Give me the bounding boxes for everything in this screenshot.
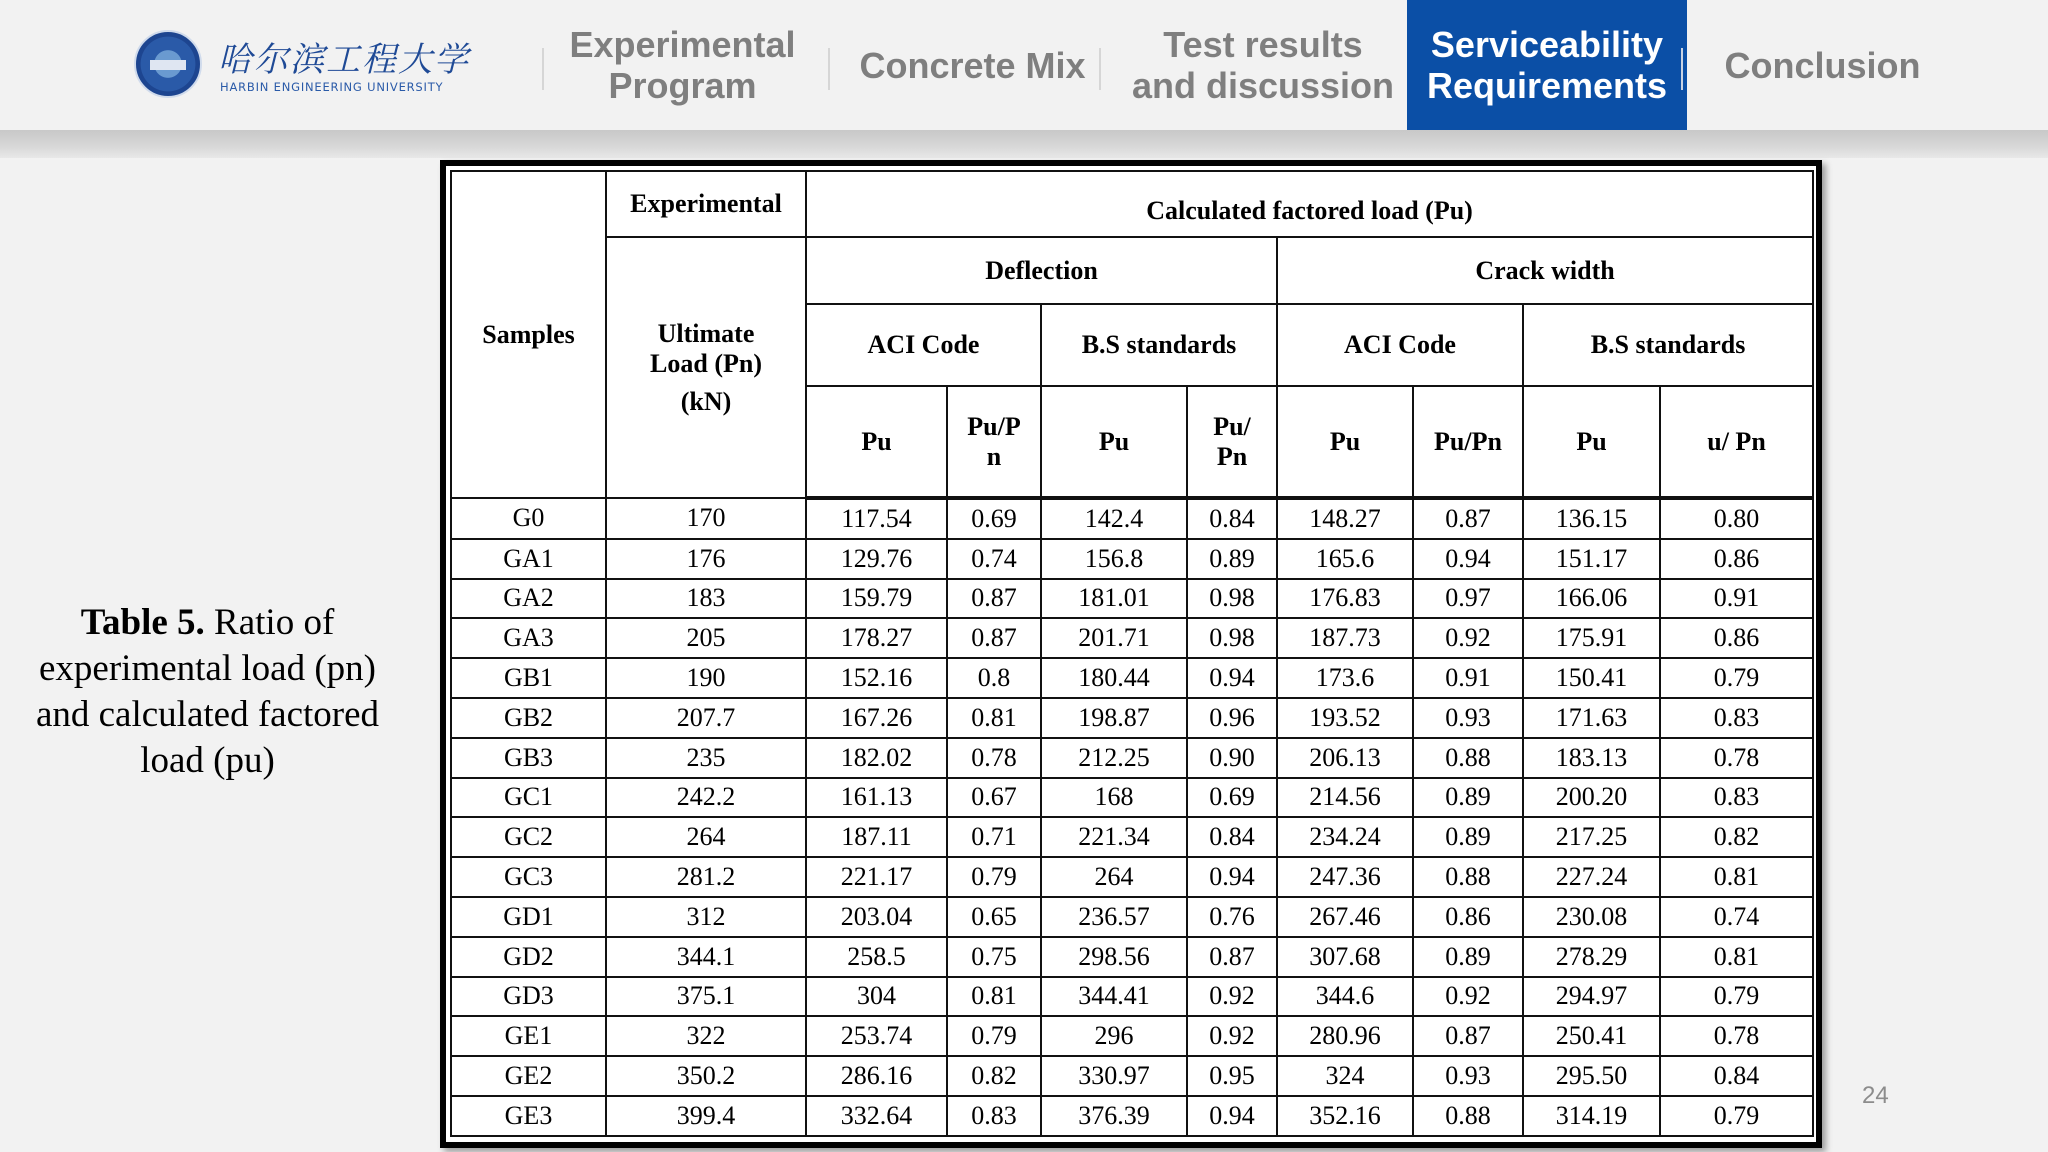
cell-crack-aci-ratio: 0.87 xyxy=(1413,1016,1523,1056)
tab-label-line1: Test results xyxy=(1163,24,1363,65)
cell-crack-aci-pu: 324 xyxy=(1277,1056,1413,1096)
cell-crack-bs-pu: 183.13 xyxy=(1523,738,1660,778)
tab-label-line2: Requirements xyxy=(1426,65,1668,106)
cell-crack-bs-pu: 166.06 xyxy=(1523,579,1660,619)
cell-crack-bs-pu: 294.97 xyxy=(1523,977,1660,1017)
cell-crack-bs-pu: 171.63 xyxy=(1523,698,1660,738)
cell-crack-aci-pu: 247.36 xyxy=(1277,857,1413,897)
cell-defl-aci-pu: 253.74 xyxy=(806,1016,947,1056)
cell-crack-aci-ratio: 0.87 xyxy=(1413,498,1523,539)
cell-defl-bs-ratio: 0.90 xyxy=(1187,738,1277,778)
cell-sample: G0 xyxy=(451,498,606,539)
tab-label-line1: Serviceability xyxy=(1430,24,1664,65)
cell-crack-aci-ratio: 0.89 xyxy=(1413,778,1523,818)
cell-crack-aci-ratio: 0.92 xyxy=(1413,977,1523,1017)
caption-text: Ratio of experimental load (pn) and calculated factored load (pu) xyxy=(35,602,380,781)
cell-ultimate-load: 264 xyxy=(606,817,806,857)
ratio-line2: Pn xyxy=(1216,441,1248,471)
tab-concrete-mix[interactable] xyxy=(840,0,1105,130)
cell-crack-bs-ratio: 0.81 xyxy=(1660,857,1813,897)
cell-crack-aci-pu: 307.68 xyxy=(1277,937,1413,977)
table-row xyxy=(451,698,1813,738)
ultimate-load-unit: (kN) xyxy=(680,386,732,416)
cell-sample: GC3 xyxy=(451,857,606,897)
cell-defl-bs-ratio: 0.69 xyxy=(1187,778,1277,818)
tab-label-line2: Program xyxy=(608,65,757,106)
cell-crack-aci-pu: 234.24 xyxy=(1277,817,1413,857)
table-row xyxy=(451,498,1813,539)
ratio-line1: Pu/P xyxy=(967,411,1021,441)
cell-crack-aci-ratio: 0.88 xyxy=(1413,1096,1523,1136)
cell-defl-aci-ratio: 0.75 xyxy=(947,937,1041,977)
nav-separator xyxy=(828,48,830,90)
cell-defl-aci-ratio: 0.79 xyxy=(947,857,1041,897)
header-crack-bs-pu: Pu xyxy=(1523,386,1660,498)
table-row xyxy=(451,778,1813,818)
table-row xyxy=(451,539,1813,579)
header-deflection: Deflection xyxy=(806,237,1277,304)
cell-crack-aci-ratio: 0.91 xyxy=(1413,658,1523,698)
cell-defl-aci-ratio: 0.79 xyxy=(947,1016,1041,1056)
tab-label-line1: Experimental xyxy=(569,24,796,65)
cell-crack-bs-pu: 227.24 xyxy=(1523,857,1660,897)
header-crack-aci-pu: Pu xyxy=(1277,386,1413,498)
header-crack-bs-standards: B.S standards xyxy=(1523,304,1813,386)
cell-ultimate-load: 322 xyxy=(606,1016,806,1056)
table-row xyxy=(451,977,1813,1017)
cell-defl-bs-pu: 344.41 xyxy=(1041,977,1187,1017)
tab-label: Concrete Mix xyxy=(859,44,1086,86)
cell-ultimate-load: 344.1 xyxy=(606,937,806,977)
cell-crack-bs-pu: 250.41 xyxy=(1523,1016,1660,1056)
header-defl-aci-ratio xyxy=(947,386,1041,498)
cell-crack-aci-ratio: 0.86 xyxy=(1413,897,1523,937)
cell-defl-bs-pu: 201.71 xyxy=(1041,618,1187,658)
cell-crack-aci-pu: 214.56 xyxy=(1277,778,1413,818)
cell-defl-aci-pu: 187.11 xyxy=(806,817,947,857)
cell-sample: GE2 xyxy=(451,1056,606,1096)
top-navigation-bar xyxy=(0,0,2048,130)
tab-experimental-program[interactable] xyxy=(555,0,810,130)
cell-ultimate-load: 235 xyxy=(606,738,806,778)
table-caption xyxy=(20,600,395,784)
ultimate-load-line2: Load (Pn) xyxy=(650,348,762,378)
table-row xyxy=(451,618,1813,658)
cell-defl-aci-ratio: 0.71 xyxy=(947,817,1041,857)
header-experimental: Experimental xyxy=(606,171,806,237)
header-deflection-bs-standards: B.S standards xyxy=(1041,304,1277,386)
nav-separator xyxy=(1681,48,1683,90)
cell-defl-aci-pu: 203.04 xyxy=(806,897,947,937)
cell-defl-aci-pu: 167.26 xyxy=(806,698,947,738)
cell-crack-bs-pu: 200.20 xyxy=(1523,778,1660,818)
results-table-frame xyxy=(440,160,1822,1148)
cell-crack-bs-ratio: 0.78 xyxy=(1660,738,1813,778)
page-number: 24 xyxy=(1862,1082,1889,1109)
cell-crack-aci-pu: 267.46 xyxy=(1277,897,1413,937)
cell-sample: GD2 xyxy=(451,937,606,977)
cell-crack-bs-ratio: 0.83 xyxy=(1660,778,1813,818)
ratio-line1: Pu/ xyxy=(1213,411,1251,441)
cell-defl-bs-pu: 298.56 xyxy=(1041,937,1187,977)
cell-defl-aci-pu: 221.17 xyxy=(806,857,947,897)
caption-label: Table 5. xyxy=(80,602,205,643)
cell-defl-bs-pu: 376.39 xyxy=(1041,1096,1187,1136)
ultimate-load-line1: Ultimate xyxy=(657,318,755,348)
header-crack-aci-ratio: Pu/Pn xyxy=(1413,386,1523,498)
cell-crack-aci-ratio: 0.94 xyxy=(1413,539,1523,579)
cell-crack-bs-pu: 314.19 xyxy=(1523,1096,1660,1136)
cell-defl-bs-ratio: 0.96 xyxy=(1187,698,1277,738)
cell-sample: GC2 xyxy=(451,817,606,857)
table-row xyxy=(451,1056,1813,1096)
logo-english-name: HARBIN ENGINEERING UNIVERSITY xyxy=(220,80,444,94)
cell-defl-bs-pu: 180.44 xyxy=(1041,658,1187,698)
cell-defl-aci-ratio: 0.83 xyxy=(947,1096,1041,1136)
cell-defl-bs-pu: 156.8 xyxy=(1041,539,1187,579)
header-defl-bs-pu: Pu xyxy=(1041,386,1187,498)
table-row xyxy=(451,1016,1813,1056)
tab-label-line2: and discussion xyxy=(1131,65,1395,106)
cell-crack-aci-pu: 280.96 xyxy=(1277,1016,1413,1056)
cell-ultimate-load: 375.1 xyxy=(606,977,806,1017)
cell-defl-aci-ratio: 0.67 xyxy=(947,778,1041,818)
cell-sample: GD3 xyxy=(451,977,606,1017)
cell-defl-bs-pu: 212.25 xyxy=(1041,738,1187,778)
cell-ultimate-load: 281.2 xyxy=(606,857,806,897)
results-table xyxy=(450,170,1814,1137)
header-ultimate-load xyxy=(606,237,806,498)
header-samples: Samples xyxy=(451,171,606,498)
table-row xyxy=(451,658,1813,698)
cell-defl-bs-ratio: 0.87 xyxy=(1187,937,1277,977)
cell-ultimate-load: 205 xyxy=(606,618,806,658)
cell-crack-bs-ratio: 0.84 xyxy=(1660,1056,1813,1096)
ratio-line2: n xyxy=(986,441,1002,471)
header-defl-aci-pu: Pu xyxy=(806,386,947,498)
cell-crack-bs-pu: 150.41 xyxy=(1523,658,1660,698)
cell-crack-aci-pu: 165.6 xyxy=(1277,539,1413,579)
cell-sample: GB2 xyxy=(451,698,606,738)
cell-defl-bs-pu: 330.97 xyxy=(1041,1056,1187,1096)
cell-defl-bs-ratio: 0.89 xyxy=(1187,539,1277,579)
cell-defl-aci-pu: 159.79 xyxy=(806,579,947,619)
cell-crack-aci-ratio: 0.88 xyxy=(1413,857,1523,897)
cell-defl-aci-pu: 286.16 xyxy=(806,1056,947,1096)
university-logo xyxy=(134,30,470,100)
cell-defl-bs-pu: 221.34 xyxy=(1041,817,1187,857)
cell-defl-bs-ratio: 0.76 xyxy=(1187,897,1277,937)
cell-ultimate-load: 312 xyxy=(606,897,806,937)
cell-crack-aci-ratio: 0.92 xyxy=(1413,618,1523,658)
cell-crack-bs-ratio: 0.81 xyxy=(1660,937,1813,977)
tab-conclusion[interactable] xyxy=(1700,0,1945,130)
table-row xyxy=(451,1096,1813,1136)
table-row xyxy=(451,897,1813,937)
cell-crack-bs-ratio: 0.82 xyxy=(1660,817,1813,857)
cell-ultimate-load: 176 xyxy=(606,539,806,579)
cell-ultimate-load: 399.4 xyxy=(606,1096,806,1136)
university-seal-icon xyxy=(134,30,202,98)
cell-defl-bs-ratio: 0.98 xyxy=(1187,618,1277,658)
cell-ultimate-load: 183 xyxy=(606,579,806,619)
cell-crack-bs-ratio: 0.79 xyxy=(1660,977,1813,1017)
cell-crack-aci-pu: 148.27 xyxy=(1277,498,1413,539)
cell-crack-aci-pu: 173.6 xyxy=(1277,658,1413,698)
cell-defl-aci-pu: 152.16 xyxy=(806,658,947,698)
logo-chinese-name: 哈尔滨工程大学 xyxy=(218,40,470,80)
cell-defl-bs-ratio: 0.92 xyxy=(1187,977,1277,1017)
cell-defl-aci-pu: 304 xyxy=(806,977,947,1017)
cell-crack-aci-pu: 193.52 xyxy=(1277,698,1413,738)
cell-sample: GA2 xyxy=(451,579,606,619)
cell-crack-bs-pu: 175.91 xyxy=(1523,618,1660,658)
cell-crack-bs-ratio: 0.86 xyxy=(1660,539,1813,579)
cell-ultimate-load: 242.2 xyxy=(606,778,806,818)
header-crack-aci-code: ACI Code xyxy=(1277,304,1523,386)
header-crack-bs-ratio: u/ Pn xyxy=(1660,386,1813,498)
cell-defl-aci-ratio: 0.81 xyxy=(947,698,1041,738)
cell-defl-aci-ratio: 0.82 xyxy=(947,1056,1041,1096)
cell-defl-bs-pu: 198.87 xyxy=(1041,698,1187,738)
cell-defl-bs-ratio: 0.92 xyxy=(1187,1016,1277,1056)
cell-crack-bs-ratio: 0.83 xyxy=(1660,698,1813,738)
cell-crack-bs-ratio: 0.79 xyxy=(1660,658,1813,698)
cell-defl-bs-pu: 236.57 xyxy=(1041,897,1187,937)
cell-sample: GE1 xyxy=(451,1016,606,1056)
cell-crack-aci-pu: 206.13 xyxy=(1277,738,1413,778)
cell-defl-aci-pu: 182.02 xyxy=(806,738,947,778)
cell-crack-bs-ratio: 0.91 xyxy=(1660,579,1813,619)
cell-crack-bs-ratio: 0.79 xyxy=(1660,1096,1813,1136)
cell-defl-aci-pu: 161.13 xyxy=(806,778,947,818)
cell-ultimate-load: 170 xyxy=(606,498,806,539)
cell-crack-aci-ratio: 0.97 xyxy=(1413,579,1523,619)
table-row xyxy=(451,738,1813,778)
table-body xyxy=(451,498,1813,1136)
cell-crack-bs-pu: 295.50 xyxy=(1523,1056,1660,1096)
cell-defl-bs-ratio: 0.95 xyxy=(1187,1056,1277,1096)
table-row xyxy=(451,579,1813,619)
cell-ultimate-load: 350.2 xyxy=(606,1056,806,1096)
cell-defl-bs-pu: 168 xyxy=(1041,778,1187,818)
cell-crack-aci-ratio: 0.88 xyxy=(1413,738,1523,778)
cell-ultimate-load: 190 xyxy=(606,658,806,698)
cell-sample: GB1 xyxy=(451,658,606,698)
cell-crack-bs-ratio: 0.80 xyxy=(1660,498,1813,539)
cell-defl-bs-ratio: 0.94 xyxy=(1187,857,1277,897)
table-row xyxy=(451,937,1813,977)
cell-crack-bs-ratio: 0.78 xyxy=(1660,1016,1813,1056)
cell-ultimate-load: 207.7 xyxy=(606,698,806,738)
cell-defl-aci-pu: 178.27 xyxy=(806,618,947,658)
header-calculated-factored-load: Calculated factored load (Pu) xyxy=(806,171,1813,237)
cell-defl-aci-ratio: 0.74 xyxy=(947,539,1041,579)
cell-defl-bs-pu: 142.4 xyxy=(1041,498,1187,539)
cell-defl-bs-pu: 181.01 xyxy=(1041,579,1187,619)
nav-separator xyxy=(1099,48,1101,90)
cell-sample: GE3 xyxy=(451,1096,606,1136)
cell-crack-bs-ratio: 0.74 xyxy=(1660,897,1813,937)
cell-crack-aci-pu: 187.73 xyxy=(1277,618,1413,658)
cell-crack-bs-pu: 217.25 xyxy=(1523,817,1660,857)
cell-crack-aci-pu: 176.83 xyxy=(1277,579,1413,619)
cell-defl-aci-ratio: 0.87 xyxy=(947,618,1041,658)
cell-crack-aci-pu: 344.6 xyxy=(1277,977,1413,1017)
nav-separator xyxy=(542,48,544,90)
cell-defl-bs-pu: 296 xyxy=(1041,1016,1187,1056)
cell-crack-aci-ratio: 0.89 xyxy=(1413,937,1523,977)
cell-sample: GC1 xyxy=(451,778,606,818)
cell-crack-bs-ratio: 0.86 xyxy=(1660,618,1813,658)
cell-defl-aci-ratio: 0.65 xyxy=(947,897,1041,937)
header-shadow xyxy=(0,130,2048,158)
cell-crack-aci-ratio: 0.93 xyxy=(1413,698,1523,738)
cell-defl-aci-ratio: 0.8 xyxy=(947,658,1041,698)
cell-sample: GB3 xyxy=(451,738,606,778)
table-row xyxy=(451,857,1813,897)
tab-test-results-and-discussion[interactable] xyxy=(1112,0,1414,130)
table-row xyxy=(451,817,1813,857)
cell-defl-bs-pu: 264 xyxy=(1041,857,1187,897)
cell-crack-bs-pu: 278.29 xyxy=(1523,937,1660,977)
cell-crack-aci-ratio: 0.89 xyxy=(1413,817,1523,857)
cell-sample: GA3 xyxy=(451,618,606,658)
tab-serviceability-requirements[interactable] xyxy=(1407,0,1687,130)
cell-crack-bs-pu: 136.15 xyxy=(1523,498,1660,539)
cell-defl-aci-pu: 332.64 xyxy=(806,1096,947,1136)
cell-defl-aci-ratio: 0.78 xyxy=(947,738,1041,778)
cell-defl-aci-pu: 258.5 xyxy=(806,937,947,977)
cell-sample: GD1 xyxy=(451,897,606,937)
header-deflection-aci-code: ACI Code xyxy=(806,304,1041,386)
cell-defl-aci-pu: 117.54 xyxy=(806,498,947,539)
cell-crack-bs-pu: 151.17 xyxy=(1523,539,1660,579)
cell-defl-aci-ratio: 0.87 xyxy=(947,579,1041,619)
cell-defl-aci-pu: 129.76 xyxy=(806,539,947,579)
cell-defl-bs-ratio: 0.84 xyxy=(1187,817,1277,857)
cell-crack-aci-ratio: 0.93 xyxy=(1413,1056,1523,1096)
cell-defl-aci-ratio: 0.69 xyxy=(947,498,1041,539)
cell-crack-aci-pu: 352.16 xyxy=(1277,1096,1413,1136)
cell-defl-bs-ratio: 0.84 xyxy=(1187,498,1277,539)
cell-defl-bs-ratio: 0.94 xyxy=(1187,658,1277,698)
tab-label: Conclusion xyxy=(1724,44,1921,86)
cell-sample: GA1 xyxy=(451,539,606,579)
header-defl-bs-ratio xyxy=(1187,386,1277,498)
cell-crack-bs-pu: 230.08 xyxy=(1523,897,1660,937)
cell-defl-bs-ratio: 0.98 xyxy=(1187,579,1277,619)
cell-defl-aci-ratio: 0.81 xyxy=(947,977,1041,1017)
header-crack-width: Crack width xyxy=(1277,237,1813,304)
cell-defl-bs-ratio: 0.94 xyxy=(1187,1096,1277,1136)
